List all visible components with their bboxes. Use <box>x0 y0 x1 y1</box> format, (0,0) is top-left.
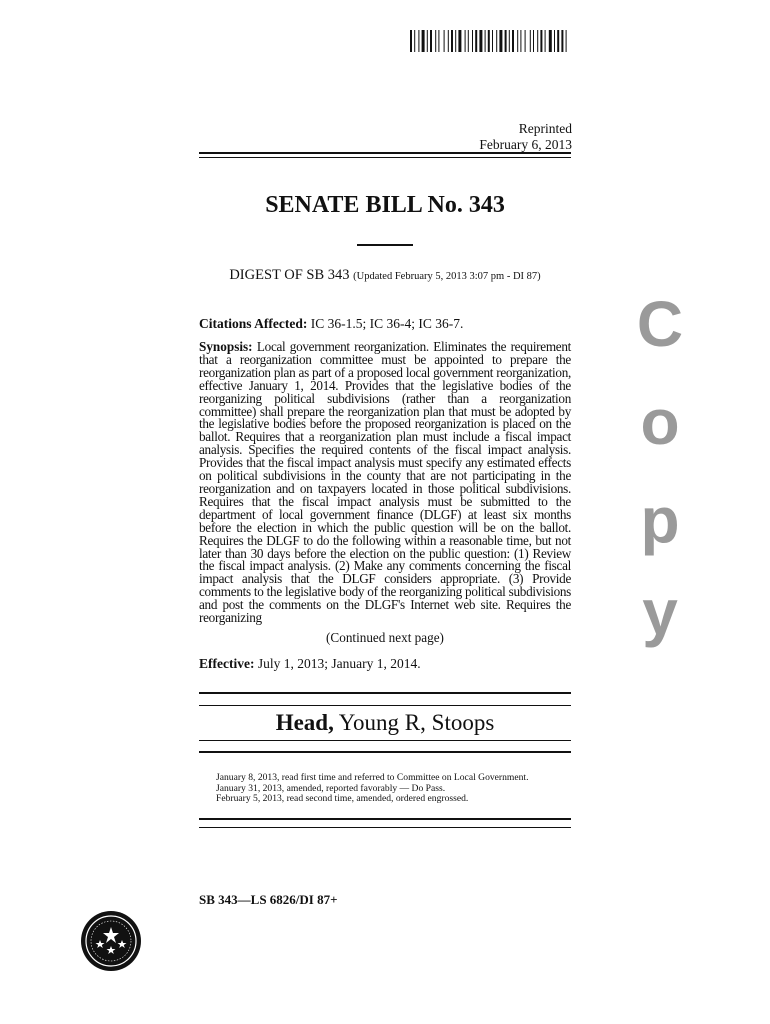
sponsor-rule-top-1 <box>199 692 571 694</box>
continued-note: (Continued next page) <box>326 630 444 645</box>
action-item: January 31, 2013, amended, reported favorably — Do Pass. <box>216 782 446 794</box>
copy-watermark-y: y <box>642 576 678 648</box>
citations-value: IC 36-1.5; IC 36-4; IC 36-7. <box>310 316 464 331</box>
digest-heading <box>199 267 571 284</box>
copy-watermark-c: C <box>636 288 684 360</box>
state-seal-icon <box>80 910 142 972</box>
sponsor-rule-bottom-2 <box>199 751 571 753</box>
synopsis <box>199 341 571 625</box>
copy-watermark-o: o <box>640 386 680 458</box>
citations-affected <box>199 316 571 332</box>
digest-updated: (Updated February 5, 2013 3:07 pm - DI 87) <box>353 271 541 282</box>
effective-value: July 1, 2013; January 1, 2014. <box>257 656 421 671</box>
header-rule-thin <box>199 157 571 158</box>
sponsors <box>199 710 571 736</box>
primary-sponsor: Head, <box>275 710 334 735</box>
sponsor-rule-top-2 <box>199 705 571 706</box>
copy-watermark-p: p <box>640 484 680 556</box>
actions-rule-1 <box>199 818 571 820</box>
reprint-notice <box>479 121 572 153</box>
title-divider <box>357 244 413 246</box>
barcode-icon <box>410 30 588 52</box>
synopsis-text: Local government reorganization. Eliminates the requirement that a reorganization committee must be appointed to prepare the reorganization plan as part of a proposed local government reorganization, effective January 1, 2014. Provides that the legislative bodies of the reorganizing political subdivisions (rather than a reorganization committee) shall prepare the reorganization plan that must be adopted by the legislative bodies before the proposed reorganization is placed on the ballot. Requires that a reorganization plan must include a fiscal impact analysis. Specifies the required contents of the fiscal impact analysis. Provides that the fiscal impact analysis must specify any estimated effects on political subdivisions in the county that are not participating in the reorganization and on taxpayers located in those political subdivisions. Requires that the fiscal impact analysis must be submitted to the department of local government finance (DLGF) at least six months before the election in which the public question will be on the ballot. Requires the DLGF to do the following within a reasonable time, but not later than 30 days before the election on the public question: (1) Review the fiscal impact analysis. (2) Make any comments concerning the fiscal impact analysis that the DLGF considers appropriate. (3) Provide comments to the legislative body of the reorganizing political subdivisions and post the comments on the DLGF's Internet web site. Requires the reorganizing <box>199 339 571 626</box>
actions-rule-2 <box>199 827 571 828</box>
synopsis-label: Synopsis: <box>199 339 253 354</box>
reprint-date: February 6, 2013 <box>479 137 572 152</box>
sponsor-rule-bottom-1 <box>199 740 571 741</box>
bill-code: SB 343—LS 6826/DI 87+ <box>199 892 338 907</box>
digest-label: DIGEST OF SB 343 <box>229 267 350 283</box>
co-sponsors: Young R, Stoops <box>338 710 495 735</box>
header-rule-thick <box>199 152 571 154</box>
action-item: January 8, 2013, read first time and referred to Committee on Local Government. <box>216 772 529 783</box>
reprint-label: Reprinted <box>518 121 572 136</box>
effective-dates <box>199 656 571 672</box>
effective-label: Effective: <box>199 656 255 671</box>
bill-title: SENATE BILL No. 343 <box>265 192 505 218</box>
action-item: February 5, 2013, read second time, amended, ordered engrossed. <box>216 793 469 804</box>
legislative-actions <box>216 773 571 805</box>
citations-label: Citations Affected: <box>199 316 308 331</box>
